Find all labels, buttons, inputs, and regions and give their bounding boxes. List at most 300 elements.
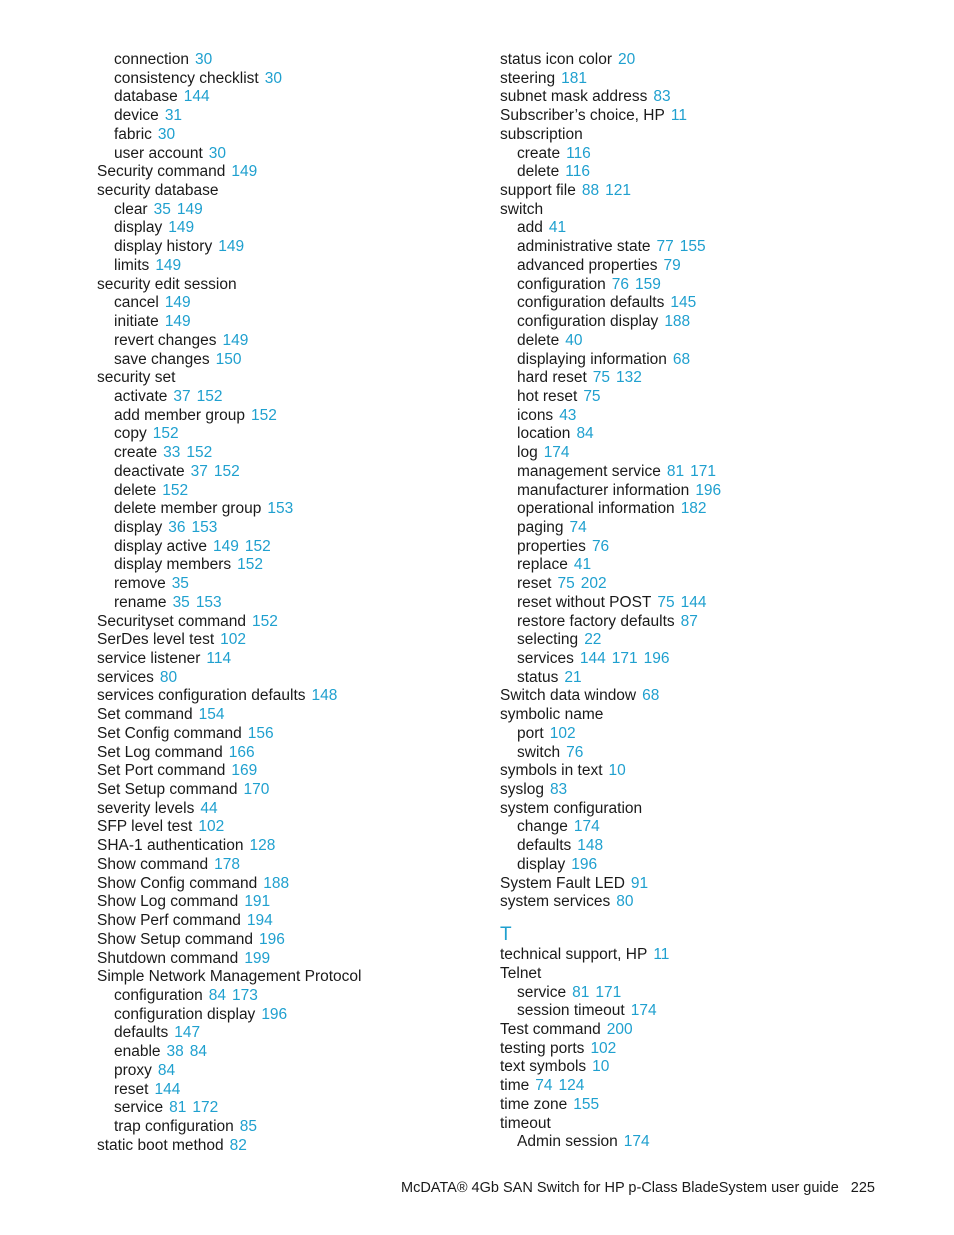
- page-link[interactable]: 149: [155, 256, 182, 274]
- page-link[interactable]: 144: [680, 593, 707, 611]
- page-link[interactable]: 155: [573, 1095, 600, 1113]
- index-subentry: [500, 818, 900, 837]
- index-subentry: [500, 238, 900, 257]
- index-subentry: [97, 88, 477, 107]
- page-link[interactable]: 68: [642, 687, 660, 705]
- page-link[interactable]: 124: [558, 1077, 585, 1095]
- index-entry: [97, 613, 477, 632]
- page-link[interactable]: 172: [192, 1099, 219, 1117]
- page-link[interactable]: 30: [157, 125, 176, 143]
- page-link[interactable]: 150: [215, 350, 242, 368]
- index-term: display: [114, 219, 163, 237]
- page-link[interactable]: 82: [229, 1136, 247, 1154]
- index-term: Admin session: [517, 1133, 618, 1151]
- page-link[interactable]: 202: [580, 575, 607, 593]
- page-link[interactable]: 153: [267, 500, 294, 518]
- index-term: hard reset: [517, 369, 587, 387]
- index-term: add member group: [114, 406, 245, 424]
- page-link[interactable]: 80: [159, 668, 178, 686]
- index-term: switch: [517, 743, 561, 761]
- page-link[interactable]: 30: [194, 51, 213, 68]
- page-link[interactable]: 84: [208, 986, 227, 1004]
- index-term: Set command: [97, 706, 193, 724]
- index-subentry: [97, 987, 477, 1006]
- index-entry: [500, 800, 900, 819]
- page-link[interactable]: 171: [690, 462, 716, 480]
- index-subentry: [97, 238, 477, 257]
- index-entry: [97, 800, 477, 819]
- index-entry: [97, 931, 477, 950]
- index-entry: [500, 965, 900, 984]
- index-term: configuration: [517, 275, 606, 293]
- page-link[interactable]: 77: [656, 238, 674, 256]
- index-subentry: [97, 425, 477, 444]
- page-link[interactable]: 33: [163, 444, 181, 462]
- page-link[interactable]: 196: [695, 481, 722, 499]
- page-link[interactable]: 147: [174, 1024, 201, 1042]
- page-link[interactable]: 84: [157, 1061, 176, 1079]
- index-term: Securityset command: [97, 612, 247, 630]
- index-term: user account: [114, 144, 203, 162]
- index-term: display active: [114, 537, 208, 555]
- page-link[interactable]: 11: [670, 107, 687, 125]
- page-link[interactable]: 88: [581, 182, 600, 200]
- index-term: session timeout: [517, 1002, 625, 1020]
- page-link[interactable]: 30: [208, 144, 226, 162]
- index-subentry: [97, 1099, 477, 1118]
- index-subentry: [500, 856, 900, 875]
- index-term: rename: [114, 593, 167, 611]
- index-term: services: [97, 668, 154, 686]
- page-link[interactable]: 102: [198, 818, 225, 836]
- page-link[interactable]: 76: [591, 537, 610, 555]
- page-link[interactable]: 116: [565, 163, 590, 181]
- index-entry: [97, 762, 477, 781]
- page-link[interactable]: 20: [618, 51, 636, 68]
- index-term: remove: [114, 575, 166, 593]
- page-link[interactable]: 43: [559, 406, 577, 424]
- page-link[interactable]: 37: [190, 462, 208, 480]
- page-link[interactable]: 68: [672, 350, 691, 368]
- index-subentry: [500, 351, 900, 370]
- index-entry: [97, 856, 477, 875]
- index-term: delete: [517, 163, 560, 181]
- index-term: icons: [517, 406, 554, 424]
- index-term: location: [517, 425, 571, 443]
- page-link[interactable]: 152: [213, 462, 240, 480]
- index-entry: [500, 88, 900, 107]
- index-term: configuration defaults: [517, 294, 665, 312]
- index-entry: [500, 893, 900, 912]
- index-entry: [500, 1040, 900, 1059]
- page-link[interactable]: 75: [583, 387, 601, 405]
- page-link[interactable]: 83: [549, 781, 568, 799]
- page-link[interactable]: 102: [220, 631, 247, 649]
- index-entry: [500, 1096, 900, 1115]
- index-entry: [97, 725, 477, 744]
- index-term: security edit session: [97, 275, 237, 293]
- index-subentry: [500, 984, 900, 1003]
- index-term: SHA-1 authentication: [97, 837, 244, 855]
- page-link[interactable]: 10: [592, 1058, 610, 1076]
- page-link[interactable]: 44: [200, 799, 218, 817]
- index-term: Show Config command: [97, 874, 258, 892]
- page-link[interactable]: 35: [153, 200, 171, 218]
- index-subentry: [97, 107, 477, 126]
- index-term: enable: [114, 1043, 161, 1061]
- index-term: security set: [97, 369, 176, 387]
- page-link[interactable]: 10: [608, 762, 626, 780]
- page-link[interactable]: 75: [557, 575, 575, 593]
- page-link[interactable]: 74: [569, 518, 587, 536]
- index-subentry: [97, 145, 477, 164]
- index-subentry: [97, 1006, 477, 1025]
- page-link[interactable]: 159: [635, 275, 661, 293]
- page-link[interactable]: 152: [252, 612, 278, 630]
- index-term: deactivate: [114, 462, 185, 480]
- index-term: Show Log command: [97, 893, 239, 911]
- page-link[interactable]: 149: [213, 537, 239, 555]
- index-term: subscription: [500, 125, 583, 143]
- page-link[interactable]: 144: [579, 650, 606, 667]
- page-link[interactable]: 148: [577, 837, 604, 855]
- index-term: services configuration defaults: [97, 687, 306, 705]
- page-link[interactable]: 169: [231, 762, 258, 780]
- page-link[interactable]: 87: [680, 612, 698, 630]
- index-entry: [97, 1137, 477, 1156]
- index-subentry: [500, 669, 900, 688]
- page-link[interactable]: 91: [630, 874, 649, 892]
- page-link[interactable]: 38: [166, 1043, 184, 1061]
- index-entry: [97, 687, 477, 706]
- index-subentry: [500, 294, 900, 313]
- page-link[interactable]: 81: [169, 1099, 187, 1117]
- index-term: status icon color: [500, 51, 612, 68]
- index-subentry: [97, 1024, 477, 1043]
- page-link[interactable]: 132: [616, 369, 642, 387]
- page-link[interactable]: 81: [666, 462, 685, 480]
- page-link[interactable]: 41: [573, 556, 592, 574]
- page-link[interactable]: 196: [571, 855, 598, 873]
- footer-page-number: 225: [850, 1180, 875, 1196]
- index-term: Set Setup command: [97, 781, 238, 799]
- index-term: add: [517, 219, 543, 237]
- index-term: status: [517, 668, 559, 686]
- index-term: Show Perf command: [97, 912, 241, 930]
- page-link[interactable]: 152: [196, 387, 223, 405]
- page-link[interactable]: 153: [195, 593, 222, 611]
- index-term: selecting: [517, 631, 579, 649]
- page-link[interactable]: 181: [561, 69, 588, 87]
- index-term: display: [517, 855, 566, 873]
- page-link[interactable]: 152: [162, 481, 189, 499]
- page-link[interactable]: 36: [168, 518, 186, 536]
- index-subentry: [97, 70, 477, 89]
- index-term: severity levels: [97, 799, 195, 817]
- index-term: reset: [114, 1080, 149, 1098]
- index-subentry: [500, 219, 900, 238]
- page-link[interactable]: 171: [595, 983, 622, 1001]
- index-subentry: [97, 126, 477, 145]
- index-term: service: [517, 983, 567, 1001]
- index-term: configuration display: [517, 313, 659, 331]
- index-subentry: [97, 575, 477, 594]
- index-term: properties: [517, 537, 586, 555]
- index-subentry: [97, 556, 477, 575]
- index-term: configuration display: [114, 1005, 256, 1023]
- page-link[interactable]: 170: [243, 781, 270, 799]
- index-term: SerDes level test: [97, 631, 215, 649]
- page-link[interactable]: 149: [231, 163, 258, 181]
- index-subentry: [97, 1118, 477, 1137]
- page-link[interactable]: 31: [164, 107, 183, 125]
- index-term: support file: [500, 182, 576, 200]
- index-term: delete: [114, 481, 157, 499]
- page-link[interactable]: 174: [573, 818, 600, 836]
- index-term: subnet mask address: [500, 88, 648, 106]
- index-entry: [97, 875, 477, 894]
- index-entry: [97, 669, 477, 688]
- index-subentry: [500, 837, 900, 856]
- page-link[interactable]: 145: [670, 294, 697, 312]
- page-link[interactable]: 166: [228, 743, 255, 761]
- index-term: SFP level test: [97, 818, 193, 836]
- index-entry: [500, 201, 900, 220]
- page-link[interactable]: 149: [168, 219, 195, 237]
- index-term: connection: [114, 51, 189, 68]
- page-link[interactable]: 81: [572, 983, 590, 1001]
- index-term: time: [500, 1077, 530, 1095]
- page-link[interactable]: 83: [653, 88, 671, 106]
- index-term: configuration: [114, 986, 203, 1004]
- index-term: copy: [114, 425, 147, 443]
- index-subentry: [500, 407, 900, 426]
- index-entry: [500, 1077, 900, 1096]
- index-term: steering: [500, 69, 556, 87]
- index-term: Subscriber’s choice, HP: [500, 107, 665, 125]
- index-term: time zone: [500, 1095, 568, 1113]
- page-link[interactable]: 155: [679, 238, 706, 256]
- index-entry: [500, 762, 900, 781]
- page-link[interactable]: 149: [164, 294, 191, 312]
- page-link[interactable]: 174: [543, 444, 570, 462]
- page-link[interactable]: 121: [605, 182, 631, 200]
- page-link[interactable]: 174: [623, 1133, 650, 1151]
- index-subentry: [500, 725, 900, 744]
- index-section-letter: T: [500, 924, 512, 946]
- page-link[interactable]: 154: [198, 706, 225, 724]
- page-link[interactable]: 173: [232, 986, 258, 1004]
- index-entry: [500, 182, 900, 201]
- page-link[interactable]: 84: [189, 1043, 208, 1061]
- index-subentry: [500, 575, 900, 594]
- page-link[interactable]: 148: [311, 687, 338, 705]
- index-term: Simple Network Management Protocol: [97, 968, 362, 986]
- index-subentry: [97, 51, 477, 70]
- index-term: Set Log command: [97, 743, 223, 761]
- page-link[interactable]: 182: [680, 500, 707, 518]
- index-subentry: [500, 145, 900, 164]
- index-subentry: [500, 1133, 900, 1152]
- page-link[interactable]: 199: [244, 949, 271, 967]
- index-entry: [97, 276, 477, 295]
- page-link[interactable]: 35: [171, 575, 189, 593]
- index-term: fabric: [114, 125, 152, 143]
- index-subentry: [500, 556, 900, 575]
- page-link[interactable]: 152: [250, 406, 277, 424]
- index-term: symbols in text: [500, 762, 603, 780]
- index-term: operational information: [517, 500, 675, 518]
- index-subentry: [500, 257, 900, 276]
- index-subentry: [97, 519, 477, 538]
- index-term: cancel: [114, 294, 159, 312]
- index-subentry: [500, 388, 900, 407]
- page-link[interactable]: 76: [611, 275, 630, 293]
- page-link[interactable]: 144: [154, 1080, 181, 1098]
- page-link[interactable]: 21: [564, 668, 582, 686]
- page-link[interactable]: 156: [247, 724, 274, 742]
- index-term: delete: [517, 331, 560, 349]
- page-link[interactable]: 116: [566, 144, 591, 162]
- index-entry: [500, 706, 900, 725]
- index-subentry: [97, 201, 477, 220]
- index-term: delete member group: [114, 500, 262, 518]
- index-term: replace: [517, 556, 568, 574]
- page-link[interactable]: 191: [244, 893, 271, 911]
- index-term: create: [517, 144, 561, 162]
- index-subentry: [500, 313, 900, 332]
- index-entry: [97, 650, 477, 669]
- index-subentry: [97, 538, 477, 557]
- index-subentry: [500, 538, 900, 557]
- page-link[interactable]: 30: [264, 69, 282, 87]
- page-link[interactable]: 188: [664, 313, 691, 331]
- index-term: Show command: [97, 855, 209, 873]
- index-subentry: [97, 294, 477, 313]
- page-link[interactable]: 128: [249, 837, 276, 855]
- index-term: activate: [114, 387, 168, 405]
- page-link[interactable]: 196: [261, 1005, 288, 1023]
- index-entry: [97, 950, 477, 969]
- index-term: save changes: [114, 350, 210, 368]
- index-subentry: [97, 388, 477, 407]
- index-subentry: [97, 332, 477, 351]
- index-entry: [97, 893, 477, 912]
- page-link[interactable]: 152: [186, 444, 213, 462]
- page-link[interactable]: 79: [663, 256, 681, 274]
- index-entry: [500, 51, 900, 70]
- index-term: paging: [517, 518, 564, 536]
- page-link[interactable]: 152: [237, 556, 264, 574]
- page-link[interactable]: 74: [535, 1077, 553, 1095]
- page-link[interactable]: 152: [244, 537, 271, 555]
- page-link[interactable]: 80: [616, 893, 634, 911]
- index-entry: [97, 706, 477, 725]
- index-entry: [500, 781, 900, 800]
- index-term: defaults: [114, 1024, 169, 1042]
- index-term: defaults: [517, 837, 572, 855]
- page-link[interactable]: 75: [657, 593, 675, 611]
- page-link[interactable]: 41: [548, 219, 567, 237]
- page-link[interactable]: 200: [606, 1020, 633, 1038]
- page-link[interactable]: 37: [173, 387, 191, 405]
- index-entry: [500, 875, 900, 894]
- index-term: System Fault LED: [500, 874, 625, 892]
- index-term: device: [114, 107, 159, 125]
- index-term: displaying information: [517, 350, 667, 368]
- index-term: Shutdown command: [97, 949, 239, 967]
- footer-title: McDATA® 4Gb SAN Switch for HP p-Class BladeSystem user guide: [401, 1180, 839, 1196]
- page-link[interactable]: 102: [590, 1039, 617, 1057]
- page-link[interactable]: 144: [183, 88, 210, 106]
- index-entry: [500, 687, 900, 706]
- page-link[interactable]: 174: [630, 1002, 657, 1020]
- page-link[interactable]: 194: [246, 912, 273, 930]
- page-link[interactable]: 76: [566, 743, 584, 761]
- page-link[interactable]: 102: [549, 724, 576, 742]
- page-link[interactable]: 149: [176, 200, 203, 218]
- index-entry: [97, 163, 477, 182]
- index-term: create: [114, 444, 158, 462]
- index-subentry: [97, 500, 477, 519]
- page-link[interactable]: 178: [214, 855, 241, 873]
- index-subentry: [97, 313, 477, 332]
- page-link[interactable]: 114: [206, 650, 232, 667]
- page-link[interactable]: 35: [172, 593, 190, 611]
- index-subentry: [500, 594, 900, 613]
- page-link[interactable]: 40: [565, 331, 583, 349]
- index-term: system configuration: [500, 799, 643, 817]
- page-link[interactable]: 84: [576, 425, 594, 443]
- index-term: static boot method: [97, 1136, 224, 1154]
- page-link[interactable]: 196: [643, 650, 670, 667]
- page-link[interactable]: 188: [263, 874, 290, 892]
- page-link[interactable]: 75: [592, 369, 611, 387]
- page-link[interactable]: 22: [584, 631, 602, 649]
- page-link[interactable]: 85: [239, 1117, 258, 1135]
- index-entry: [500, 1021, 900, 1040]
- index-term: proxy: [114, 1061, 152, 1079]
- index-subentry: [97, 444, 477, 463]
- index-subentry: [97, 482, 477, 501]
- page-link[interactable]: 149: [164, 313, 191, 331]
- index-subentry: [500, 444, 900, 463]
- page-link[interactable]: 153: [191, 518, 218, 536]
- page-link[interactable]: 196: [258, 930, 285, 948]
- index-subentry: [500, 519, 900, 538]
- index-subentry: [97, 407, 477, 426]
- page-link[interactable]: 171: [611, 650, 638, 667]
- index-term: revert changes: [114, 331, 217, 349]
- index-term: switch: [500, 200, 544, 218]
- index-term: text symbols: [500, 1058, 587, 1076]
- index-term: Show Setup command: [97, 930, 253, 948]
- index-entry: [97, 818, 477, 837]
- index-term: Set Port command: [97, 762, 226, 780]
- index-subentry: [97, 351, 477, 370]
- index-entry: [97, 369, 477, 388]
- index-entry: [97, 968, 477, 987]
- index-term: symbolic name: [500, 706, 604, 724]
- page-link[interactable]: 152: [152, 425, 179, 443]
- page-link[interactable]: 11: [653, 946, 670, 964]
- page-link[interactable]: 149: [222, 331, 249, 349]
- page-link[interactable]: 149: [218, 238, 245, 256]
- page-footer: [401, 1180, 875, 1196]
- index-subentry: [500, 332, 900, 351]
- index-term: consistency checklist: [114, 69, 259, 87]
- index-term: display members: [114, 556, 232, 574]
